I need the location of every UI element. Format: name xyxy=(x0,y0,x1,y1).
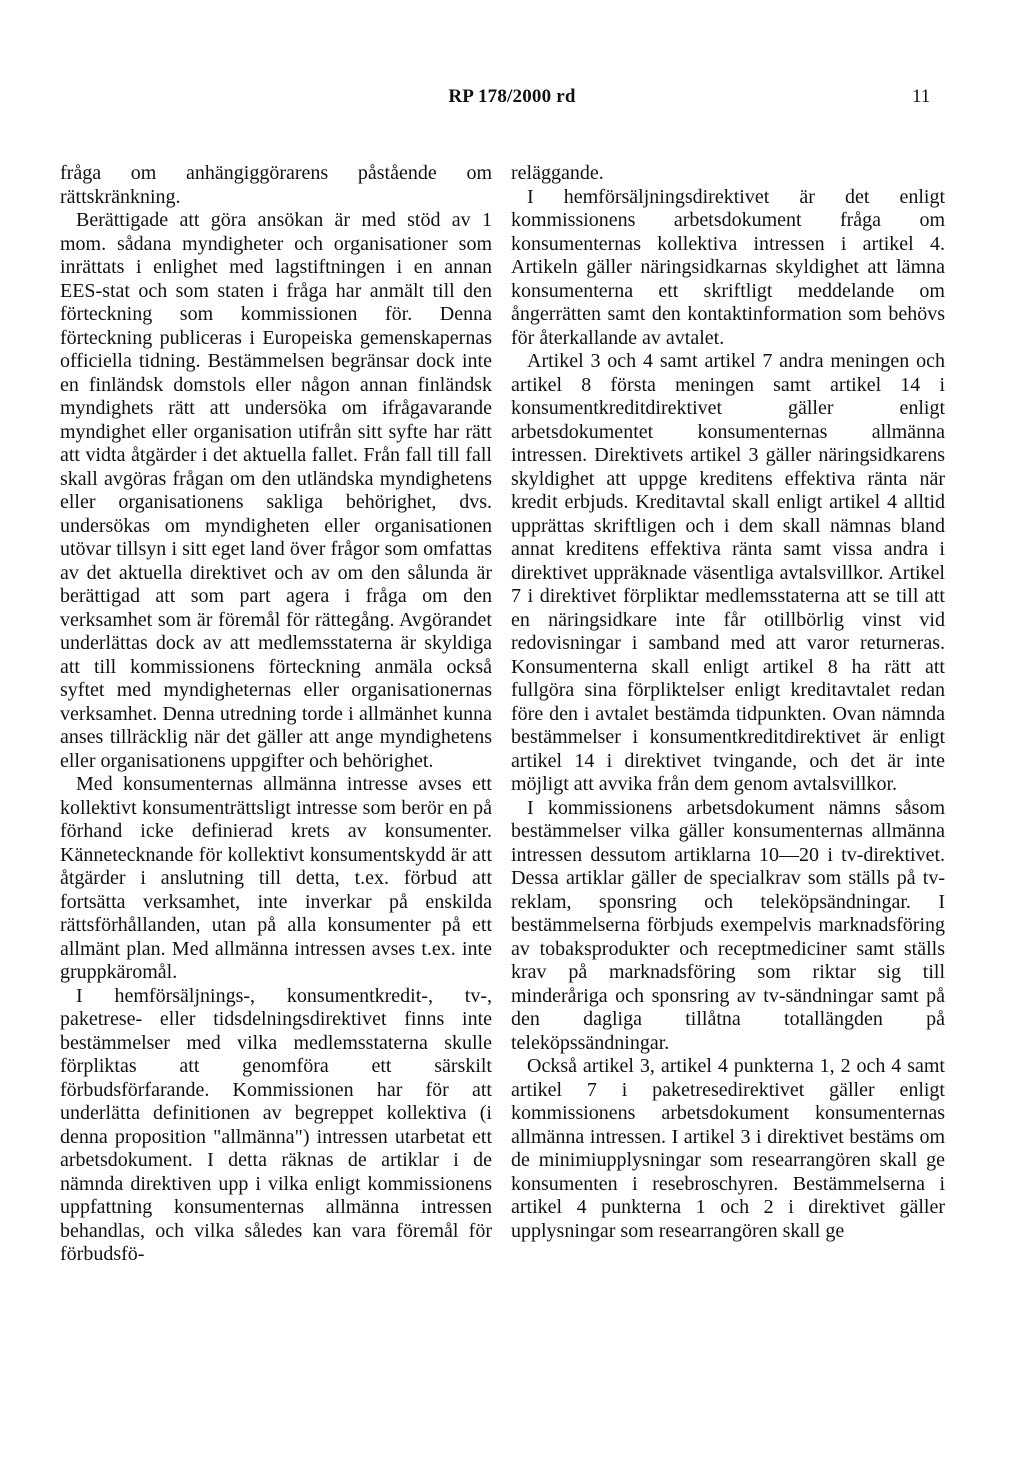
paragraph: fråga om anhängiggörarens påstående om rättskränkning. xyxy=(60,162,492,208)
paragraph: reläggande. xyxy=(511,162,604,184)
paragraph: Med konsumenternas allmänna intresse avses ett kollektivt konsumenträttsligt intresse som berör en på förhand icke definierad krets av konsumenter. Kännetecknande för kollektivt konsumentskydd är att åtgärder i anslutning till detta, t.ex. förbud att fortsätta verksamhet, inte inverkar på enskilda rättsförhållanden, utan på alla konsumenter på ett allmänt plan. Med allmänna intressen avses t.ex. inte gruppkäromål. xyxy=(60,773,492,983)
paragraph: I hemförsäljningsdirektivet är det enligt kommissionens arbetsdokument fråga om konsumenternas kollektiva intressen i artikel 4. Artikeln gäller näringsidkarnas skyldighet att lämna konsumenterna ett skriftligt meddelande om ångerrätten samt den kontaktinformation som behövs för återkallande av avtalet. xyxy=(511,185,945,349)
paragraph: Också artikel 3, artikel 4 punkterna 1, 2 och 4 samt artikel 7 i paketresedirektivet gäller enligt kommissionens arbetsdokument konsumenternas allmänna intressen. I artikel 3 i direktivet bestäms om de minimiupplysningar som researrangören skall ge konsumenten i resebroschyren. Bestämmelserna i artikel 4 punkterna 1 och 2 i direktivet gäller upplysningar som researrangören skall ge xyxy=(511,1055,945,1242)
paragraph: I hemförsäljnings-, konsumentkredit-, tv-, paketrese- eller tidsdelningsdirektivet finns inte bestämmelser med vilka medlemsstaterna skulle förpliktas att genomföra ett särskilt förbudsförfarande. Kommissionen har för att underlätta definitionen av begreppet kollektiva (i denna proposition "allmänna") intressen utarbetat ett arbetsdokument. I detta räknas de artiklar i de nämnda direktiven upp i vilka enligt kommissionens uppfattning konsumenternas allmänna intressen behandlas, och vilka således kan vara föremål för förbudsfö- xyxy=(60,984,492,1265)
right-column xyxy=(511,162,945,1243)
paragraph: Artikel 3 och 4 samt artikel 7 andra meningen och artikel 8 första meningen samt artikel 14 i konsumentkreditdirektivet gäller enligt arbetsdokumentet konsumenternas allmänna intressen. Direktivets artikel 3 gäller näringsidkarens skyldighet att uppge kreditens effektiva ränta när kredit erbjuds. Kreditavtal skall enligt artikel 4 alltid upprättas skriftligen och i dem skall nämnas bland annat kreditens effektiva ränta samt vissa andra i direktivet uppräknade väsentliga avtalsvillkor. Artikel 7 i direktivet förpliktar medlemsstaterna att se till att en näringsidkare inte får otillbörlig vinst vid redovisningar i samband med att varor returneras. Konsumenterna skall enligt artikel 8 ha rätt att fullgöra sina förpliktelser enligt kreditavtalet redan före den i avtalet bestämda tidpunkten. Ovan nämnda bestämmelser i konsumentkreditdirektivet är enligt artikel 14 i direktivet tvingande, och det är inte möjligt att avvika från dem genom avtalsvillkor. xyxy=(511,350,945,795)
paragraph: I kommissionens arbetsdokument nämns såsom bestämmelser vilka gäller konsumenternas allmänna intressen dessutom artiklarna 10—20 i tv-direktivet. Dessa artiklar gäller de specialkrav som ställs på tv-reklam, sponsring och teleköpsändningar. I bestämmelserna förbjuds exempelvis marknadsföring av tobaksprodukter och receptmediciner samt ställs krav på marknadsföring som riktar sig till minderåriga och sponsring av tv-sändningar samt på den dagliga tillåtna totallängden på teleköpssändningar. xyxy=(511,796,945,1054)
paragraph: Berättigade att göra ansökan är med stöd av 1 mom. sådana myndigheter och organisationer som inrättats i enlighet med lagstiftningen i en annan EES-stat och som staten i fråga har anmält till den förteckning som kommissionen för. Denna förteckning publiceras i Europeiska gemenskapernas officiella tidning. Bestämmelsen begränsar dock inte en finländsk domstols eller någon annan finländsk myndighets rätt att undersöka om ifrågavarande myndighet eller organisation utifrån sitt syfte har rätt att vidta åtgärder i det aktuella fallet. Från fall till fall skall avgöras frågan om den utländska myndighetens eller organisationens sakliga behörighet, dvs. undersökas om myndigheten eller organisationen utövar tillsyn i sitt eget land över frågor som omfattas av det aktuella direktivet och av om den sålunda är berättigad att som part agera i fråga om den verksamhet som är föremål för rättegång. Avgörandet underlättas dock av att medlemsstaterna är skyldiga att till kommissionens förteckning anmäla också syftet med myndigheternas eller organisationernas verksamhet. Denna utredning torde i allmänhet kunna anses tillräcklig när det gäller att ange myndighetens eller organisationens uppgifter och behörighet. xyxy=(60,209,492,772)
page-number: 11 xyxy=(912,86,931,107)
document-reference: RP 178/2000 rd xyxy=(448,86,576,107)
left-column xyxy=(60,162,492,1267)
